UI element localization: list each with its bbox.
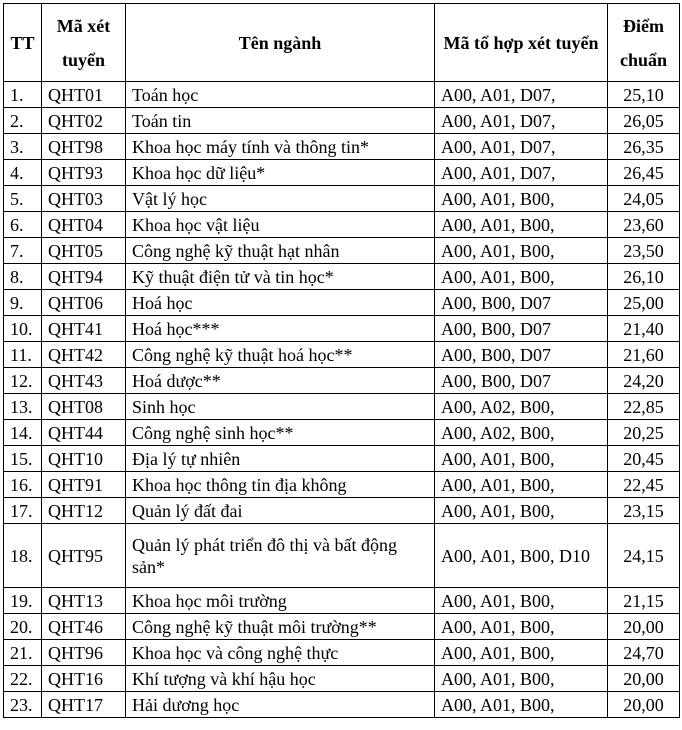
row-code	[42, 394, 126, 420]
row-combo	[435, 316, 608, 342]
row-score-text: 22,45	[623, 474, 664, 495]
row-name	[126, 614, 435, 640]
row-code	[42, 368, 126, 394]
row-tt-text: 1.	[10, 84, 24, 105]
header-tt: TT	[4, 4, 42, 82]
row-combo	[435, 368, 608, 394]
row-score	[608, 640, 680, 666]
header-name: Tên ngành	[126, 4, 435, 82]
row-tt-text: 11.	[10, 344, 32, 365]
row-name-text: Kỹ thuật điện tử và tin học*	[132, 266, 334, 287]
row-tt	[4, 446, 42, 472]
row-score-text: 20,00	[623, 616, 664, 637]
row-combo-text: A00, A01, D07,	[441, 136, 556, 157]
row-code	[42, 264, 126, 290]
row-tt	[4, 264, 42, 290]
row-code-text: QHT93	[48, 162, 103, 183]
row-score-text: 23,60	[623, 214, 664, 235]
row-code	[42, 420, 126, 446]
row-code-text: QHT02	[48, 110, 103, 131]
row-code-text: QHT01	[48, 84, 103, 105]
row-name-text: Công nghệ kỹ thuật hoá học**	[132, 344, 353, 365]
row-name-text: Vật lý học	[132, 188, 207, 209]
row-score-text: 24,20	[623, 370, 664, 391]
row-name	[126, 238, 435, 264]
row-score-text: 20,45	[623, 448, 664, 469]
row-combo-text: A00, A01, B00,	[441, 188, 555, 209]
row-combo-text: A00, A01, D07,	[441, 84, 556, 105]
row-name	[126, 368, 435, 394]
table-row	[4, 524, 680, 588]
row-code	[42, 342, 126, 368]
row-combo-text: A00, A01, B00,	[441, 642, 555, 663]
header-combo: Mã tổ hợp xét tuyển	[435, 4, 608, 82]
row-combo	[435, 588, 608, 614]
row-tt	[4, 666, 42, 692]
row-score	[608, 588, 680, 614]
row-score-text: 24,70	[623, 642, 664, 663]
row-name	[126, 446, 435, 472]
row-score	[608, 368, 680, 394]
row-score	[608, 420, 680, 446]
row-combo	[435, 160, 608, 186]
row-code-text: QHT94	[48, 266, 103, 287]
row-tt	[4, 420, 42, 446]
row-name	[126, 342, 435, 368]
admission-score-table	[3, 3, 680, 718]
row-score	[608, 446, 680, 472]
row-tt-text: 16.	[10, 474, 33, 495]
row-tt	[4, 524, 42, 588]
row-tt-text: 2.	[10, 110, 24, 131]
row-name-text: Công nghệ kỹ thuật môi trường**	[132, 616, 377, 637]
row-name-text: Sinh học	[132, 396, 196, 417]
row-code-text: QHT03	[48, 188, 103, 209]
row-name-text: Toán học	[132, 84, 199, 105]
row-name	[126, 212, 435, 238]
row-name-text: Hoá học***	[132, 318, 220, 339]
row-name	[126, 134, 435, 160]
row-code-text: QHT91	[48, 474, 103, 495]
row-score	[608, 692, 680, 718]
row-code-text: QHT95	[48, 545, 103, 566]
row-combo-text: A00, A01, B00,	[441, 590, 555, 611]
row-combo-text: A00, A02, B00,	[441, 422, 555, 443]
row-combo	[435, 108, 608, 134]
row-combo	[435, 692, 608, 718]
row-score	[608, 108, 680, 134]
row-tt	[4, 640, 42, 666]
row-name	[126, 186, 435, 212]
row-name-text: Khí tượng và khí hậu học	[132, 668, 316, 689]
row-tt	[4, 108, 42, 134]
row-combo	[435, 134, 608, 160]
row-code	[42, 160, 126, 186]
row-tt-text: 5.	[10, 188, 24, 209]
row-code	[42, 524, 126, 588]
row-code-text: QHT08	[48, 396, 103, 417]
row-code-text: QHT42	[48, 344, 103, 365]
row-tt	[4, 394, 42, 420]
row-score-text: 20,00	[623, 668, 664, 689]
row-code	[42, 472, 126, 498]
row-tt	[4, 498, 42, 524]
table-row	[4, 666, 680, 692]
table-row	[4, 588, 680, 614]
row-tt-text: 22.	[10, 668, 33, 689]
row-tt-text: 12.	[10, 370, 33, 391]
row-tt	[4, 160, 42, 186]
row-code	[42, 640, 126, 666]
row-tt	[4, 212, 42, 238]
row-name-text: Hoá dược**	[132, 370, 221, 391]
row-combo-text: A00, A01, B00,	[441, 474, 555, 495]
row-code-text: QHT04	[48, 214, 103, 235]
row-code	[42, 290, 126, 316]
row-code-text: QHT41	[48, 318, 103, 339]
table-row	[4, 290, 680, 316]
row-combo	[435, 82, 608, 108]
row-tt-text: 3.	[10, 136, 24, 157]
row-combo	[435, 498, 608, 524]
table-header-row	[4, 4, 680, 82]
row-combo	[435, 342, 608, 368]
row-name	[126, 588, 435, 614]
row-score-text: 26,05	[623, 110, 664, 131]
row-combo	[435, 212, 608, 238]
row-name	[126, 666, 435, 692]
row-combo-text: A00, B00, D07	[441, 292, 552, 313]
row-name-text: Hải dương học	[132, 694, 240, 715]
row-score-text: 26,45	[623, 162, 664, 183]
row-combo	[435, 524, 608, 588]
row-code-text: QHT96	[48, 642, 103, 663]
table-row	[4, 212, 680, 238]
row-name	[126, 316, 435, 342]
row-score-text: 24,15	[623, 545, 664, 566]
table-row	[4, 108, 680, 134]
row-code-text: QHT12	[48, 500, 103, 521]
row-combo-text: A00, A01, B00,	[441, 266, 555, 287]
table-row	[4, 498, 680, 524]
row-combo-text: A00, A01, D07,	[441, 162, 556, 183]
row-score	[608, 264, 680, 290]
row-code	[42, 446, 126, 472]
table-row	[4, 186, 680, 212]
table-body	[4, 82, 680, 718]
row-code	[42, 238, 126, 264]
row-score	[608, 498, 680, 524]
row-name	[126, 692, 435, 718]
row-combo	[435, 186, 608, 212]
row-name-text: Công nghệ kỹ thuật hạt nhân	[132, 240, 340, 261]
row-tt	[4, 588, 42, 614]
table-row	[4, 264, 680, 290]
row-code	[42, 212, 126, 238]
header-code: Mã xét tuyển	[42, 4, 126, 82]
row-tt	[4, 342, 42, 368]
row-code-text: QHT98	[48, 136, 103, 157]
row-score	[608, 394, 680, 420]
row-name	[126, 82, 435, 108]
row-score-text: 21,60	[623, 344, 664, 365]
row-score	[608, 316, 680, 342]
row-combo-text: A00, B00, D07	[441, 318, 552, 339]
table-row	[4, 238, 680, 264]
row-combo	[435, 446, 608, 472]
table-row	[4, 316, 680, 342]
row-name-text: Công nghệ sinh học**	[132, 422, 294, 443]
row-tt-text: 19.	[10, 590, 33, 611]
row-code	[42, 134, 126, 160]
row-score-text: 20,25	[623, 422, 664, 443]
row-code	[42, 186, 126, 212]
row-combo	[435, 238, 608, 264]
row-score-text: 21,40	[623, 318, 664, 339]
row-score	[608, 134, 680, 160]
table-row	[4, 472, 680, 498]
row-combo	[435, 264, 608, 290]
row-name	[126, 290, 435, 316]
row-combo-text: A00, B00, D07	[441, 344, 552, 365]
row-code	[42, 498, 126, 524]
row-tt-text: 7.	[10, 240, 24, 261]
header-score: Điểm chuẩn	[608, 4, 680, 82]
row-name-text: Khoa học thông tin địa không	[132, 474, 347, 495]
row-score	[608, 212, 680, 238]
row-tt-text: 4.	[10, 162, 24, 183]
row-score-text: 24,05	[623, 188, 664, 209]
row-name	[126, 524, 435, 588]
row-code-text: QHT06	[48, 292, 103, 313]
row-name-text: Khoa học môi trường	[132, 590, 287, 611]
row-score	[608, 82, 680, 108]
table-row	[4, 342, 680, 368]
row-name-text: Khoa học dữ liệu*	[132, 162, 266, 183]
row-code-text: QHT13	[48, 590, 103, 611]
row-code	[42, 614, 126, 640]
row-code-text: QHT43	[48, 370, 103, 391]
row-tt	[4, 82, 42, 108]
row-combo-text: A00, A01, B00, D10	[441, 545, 591, 566]
row-score-text: 23,15	[623, 500, 664, 521]
table-row	[4, 394, 680, 420]
row-score-text: 22,85	[623, 396, 664, 417]
row-tt-text: 8.	[10, 266, 24, 287]
row-tt-text: 10.	[10, 318, 33, 339]
row-tt	[4, 134, 42, 160]
row-tt-text: 21.	[10, 642, 33, 663]
row-name	[126, 394, 435, 420]
row-score	[608, 342, 680, 368]
row-name-text: Toán tin	[132, 110, 192, 131]
row-tt	[4, 316, 42, 342]
row-combo-text: A00, A01, B00,	[441, 240, 555, 261]
row-name-text: Quản lý phát triển đô thị và bất động sản*	[132, 534, 397, 577]
row-tt-text: 9.	[10, 292, 24, 313]
row-score	[608, 614, 680, 640]
row-score	[608, 186, 680, 212]
row-name	[126, 498, 435, 524]
row-code	[42, 588, 126, 614]
table-row	[4, 614, 680, 640]
row-combo	[435, 420, 608, 446]
row-code	[42, 666, 126, 692]
row-tt	[4, 614, 42, 640]
row-combo-text: A00, A01, B00,	[441, 448, 555, 469]
row-name-text: Quản lý đất đai	[132, 500, 243, 521]
table-row	[4, 692, 680, 718]
row-name	[126, 160, 435, 186]
row-combo	[435, 666, 608, 692]
row-score-text: 20,00	[623, 694, 664, 715]
table-row	[4, 134, 680, 160]
row-name	[126, 108, 435, 134]
table-row	[4, 368, 680, 394]
row-score	[608, 238, 680, 264]
row-tt	[4, 290, 42, 316]
row-code-text: QHT10	[48, 448, 103, 469]
row-tt	[4, 472, 42, 498]
row-combo	[435, 394, 608, 420]
row-combo-text: A00, A02, B00,	[441, 396, 555, 417]
row-combo-text: A00, A01, B00,	[441, 616, 555, 637]
table-row	[4, 160, 680, 186]
row-tt-text: 17.	[10, 500, 33, 521]
row-tt-text: 15.	[10, 448, 33, 469]
table-row	[4, 446, 680, 472]
row-name-text: Khoa học và công nghệ thực	[132, 642, 339, 663]
row-tt-text: 14.	[10, 422, 33, 443]
row-combo	[435, 472, 608, 498]
row-name	[126, 264, 435, 290]
row-combo	[435, 640, 608, 666]
row-tt	[4, 368, 42, 394]
row-code	[42, 692, 126, 718]
row-tt-text: 18.	[10, 545, 33, 566]
row-score	[608, 524, 680, 588]
row-score	[608, 666, 680, 692]
row-name-text: Khoa học vật liệu	[132, 214, 260, 235]
row-combo-text: A00, A01, D07,	[441, 110, 556, 131]
row-score	[608, 290, 680, 316]
row-score-text: 26,35	[623, 136, 664, 157]
row-score-text: 25,00	[623, 292, 664, 313]
row-score-text: 23,50	[623, 240, 664, 261]
row-name	[126, 472, 435, 498]
row-code	[42, 82, 126, 108]
row-code-text: QHT46	[48, 616, 103, 637]
row-tt-text: 13.	[10, 396, 33, 417]
table-row	[4, 82, 680, 108]
row-code-text: QHT05	[48, 240, 103, 261]
row-code-text: QHT16	[48, 668, 103, 689]
row-tt	[4, 692, 42, 718]
row-combo-text: A00, A01, B00,	[441, 668, 555, 689]
row-name-text: Địa lý tự nhiên	[132, 448, 241, 469]
row-tt	[4, 186, 42, 212]
row-combo-text: A00, A01, B00,	[441, 500, 555, 521]
row-tt-text: 6.	[10, 214, 24, 235]
row-name-text: Khoa học máy tính và thông tin*	[132, 136, 369, 157]
row-score	[608, 160, 680, 186]
table-row	[4, 640, 680, 666]
row-score	[608, 472, 680, 498]
row-code	[42, 108, 126, 134]
row-combo	[435, 290, 608, 316]
row-combo	[435, 614, 608, 640]
row-name	[126, 420, 435, 446]
row-tt	[4, 238, 42, 264]
row-combo-text: A00, B00, D07	[441, 370, 552, 391]
row-name-text: Hoá học	[132, 292, 193, 313]
row-combo-text: A00, A01, B00,	[441, 694, 555, 715]
row-score-text: 21,15	[623, 590, 664, 611]
row-tt-text: 23.	[10, 694, 33, 715]
row-code	[42, 316, 126, 342]
row-combo-text: A00, A01, B00,	[441, 214, 555, 235]
row-code-text: QHT17	[48, 694, 103, 715]
row-name	[126, 640, 435, 666]
row-score-text: 26,10	[623, 266, 664, 287]
row-code-text: QHT44	[48, 422, 103, 443]
row-tt-text: 20.	[10, 616, 33, 637]
row-score-text: 25,10	[623, 84, 664, 105]
table-row	[4, 420, 680, 446]
